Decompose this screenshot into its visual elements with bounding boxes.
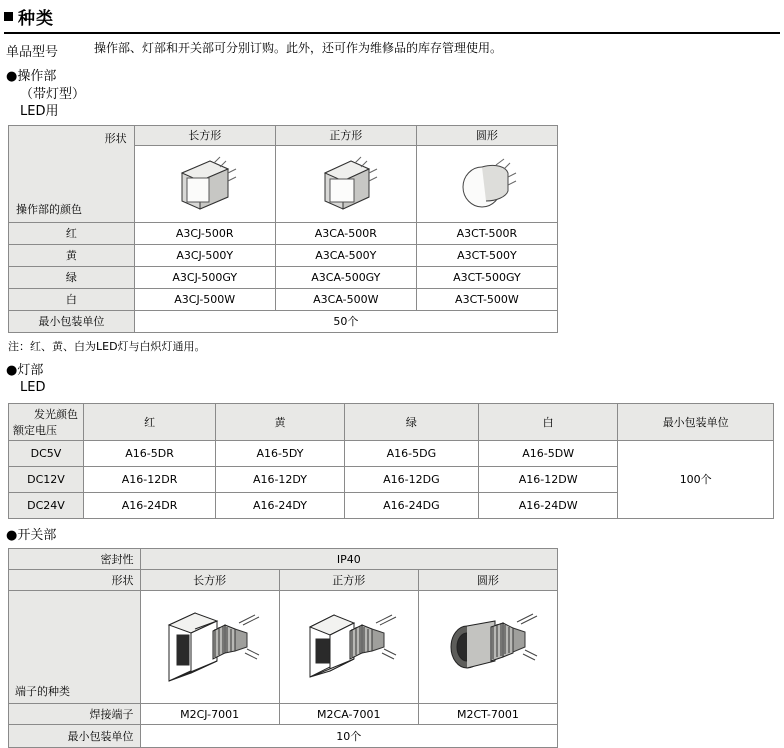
operator-color-green: 绿	[9, 266, 135, 288]
operator-part-number: A3CA-500R	[275, 222, 416, 244]
switch-shape-square: 正方形	[279, 570, 418, 591]
switch-seal-label: 密封性	[9, 549, 141, 570]
operator-shape-square: 正方形	[275, 125, 416, 145]
operator-shape-label: 形状	[104, 131, 127, 145]
table-row	[9, 244, 558, 266]
operator-pack-label: 最小包装单位	[9, 310, 135, 332]
model-label: 单品型号	[6, 45, 59, 60]
operator-note: 注：红、黄、白为LED灯与白炽灯通用。	[8, 339, 206, 353]
lamp-part-number: A16-12DR	[84, 466, 216, 492]
operator-unit-table	[8, 125, 558, 333]
table-row	[9, 310, 558, 332]
switch-image-square	[279, 591, 418, 704]
table-row	[9, 570, 558, 591]
square-bullet-icon	[4, 12, 13, 21]
lamp-part-number: A16-12DW	[478, 466, 617, 492]
lamp-corner-cell	[9, 403, 84, 440]
lamp-part-number: A16-24DG	[344, 492, 478, 518]
page-title-text: 种类	[18, 9, 54, 29]
table-row	[9, 288, 558, 310]
led-lamp-table	[8, 403, 774, 519]
lamp-part-number: A16-5DG	[344, 440, 478, 466]
operator-part-number: A3CT-500Y	[416, 244, 557, 266]
operator-corner-cell	[9, 125, 135, 222]
operator-color-yellow: 黄	[9, 244, 135, 266]
section-operator-heading: ●操作部	[6, 69, 57, 84]
switch-terminal-label: 端子的种类	[15, 685, 70, 699]
lamp-voltage-dc5v: DC5V	[9, 440, 84, 466]
operator-part-number: A3CT-500R	[416, 222, 557, 244]
lamp-part-number: A16-24DW	[478, 492, 617, 518]
lamp-color-red: 红	[84, 403, 216, 440]
section-lamp-heading: ●灯部	[6, 362, 44, 378]
operator-part-number: A3CA-500W	[275, 288, 416, 310]
model-description: 操作部、灯部和开关部可分别订购。此外，还可作为维修品的库存管理使用。	[94, 41, 503, 55]
table-row	[9, 704, 558, 725]
lamp-part-number: A16-24DY	[216, 492, 345, 518]
switch-solder-label: 焊接端子	[9, 704, 141, 725]
lamp-part-number: A16-24DR	[84, 492, 216, 518]
lamp-pack-header: 最小包装单位	[618, 403, 774, 440]
operator-color-white: 白	[9, 288, 135, 310]
switch-part-number: M2CJ-7001	[140, 704, 279, 725]
lamp-part-number: A16-12DY	[216, 466, 345, 492]
operator-color-red: 红	[9, 222, 135, 244]
switch-unit-table	[8, 548, 558, 748]
table-row	[9, 440, 774, 466]
switch-seal-value: IP40	[140, 549, 557, 570]
operator-image-round	[416, 145, 557, 222]
table-row	[9, 725, 558, 748]
lamp-part-number: A16-12DG	[344, 466, 478, 492]
operator-part-number: A3CT-500GY	[416, 266, 557, 288]
section-lamp-sub: LED	[20, 380, 46, 396]
table-row	[9, 266, 558, 288]
switch-pack-label: 最小包装单位	[9, 725, 141, 748]
operator-shape-rect: 长方形	[134, 125, 275, 145]
lamp-color-white: 白	[478, 403, 617, 440]
operator-pack-value: 50个	[134, 310, 557, 332]
table-row	[9, 125, 558, 145]
table-row	[9, 549, 558, 570]
lamp-voltage-label: 额定电压	[13, 423, 57, 437]
operator-shape-round: 圆形	[416, 125, 557, 145]
page-title	[0, 0, 784, 31]
lamp-voltage-dc24v: DC24V	[9, 492, 84, 518]
lamp-voltage-dc12v: DC12V	[9, 466, 84, 492]
lamp-part-number: A16-5DY	[216, 440, 345, 466]
section-switch-heading: ●开关部	[6, 527, 57, 543]
lamp-color-yellow: 黄	[216, 403, 345, 440]
model-row	[0, 34, 784, 60]
switch-shape-label: 形状	[9, 570, 141, 591]
table-row	[9, 403, 774, 440]
lamp-part-number: A16-5DR	[84, 440, 216, 466]
operator-part-number: A3CA-500GY	[275, 266, 416, 288]
lamp-pack-value: 100个	[618, 440, 774, 518]
operator-part-number: A3CJ-500GY	[134, 266, 275, 288]
operator-image-rect	[134, 145, 275, 222]
switch-shape-round: 圆形	[418, 570, 557, 591]
operator-image-square	[275, 145, 416, 222]
switch-image-rect	[140, 591, 279, 704]
operator-part-number: A3CJ-500W	[134, 288, 275, 310]
lamp-color-green: 绿	[344, 403, 478, 440]
switch-terminal-type-cell	[9, 591, 141, 704]
section-operator-sub1: （带灯型）	[20, 86, 86, 102]
table-row	[9, 222, 558, 244]
operator-part-number: A3CT-500W	[416, 288, 557, 310]
switch-shape-rect: 长方形	[140, 570, 279, 591]
operator-part-number: A3CJ-500Y	[134, 244, 275, 266]
lamp-part-number: A16-5DW	[478, 440, 617, 466]
section-operator-sub2: LED用	[20, 104, 59, 120]
operator-part-number: A3CJ-500R	[134, 222, 275, 244]
operator-part-number: A3CA-500Y	[275, 244, 416, 266]
switch-part-number: M2CA-7001	[279, 704, 418, 725]
switch-part-number: M2CT-7001	[418, 704, 557, 725]
operator-color-label: 操作部的颜色	[16, 202, 82, 216]
table-row	[9, 591, 558, 704]
lamp-color-label: 发光颜色	[34, 407, 78, 421]
switch-image-round	[418, 591, 557, 704]
switch-pack-value: 10个	[140, 725, 557, 748]
